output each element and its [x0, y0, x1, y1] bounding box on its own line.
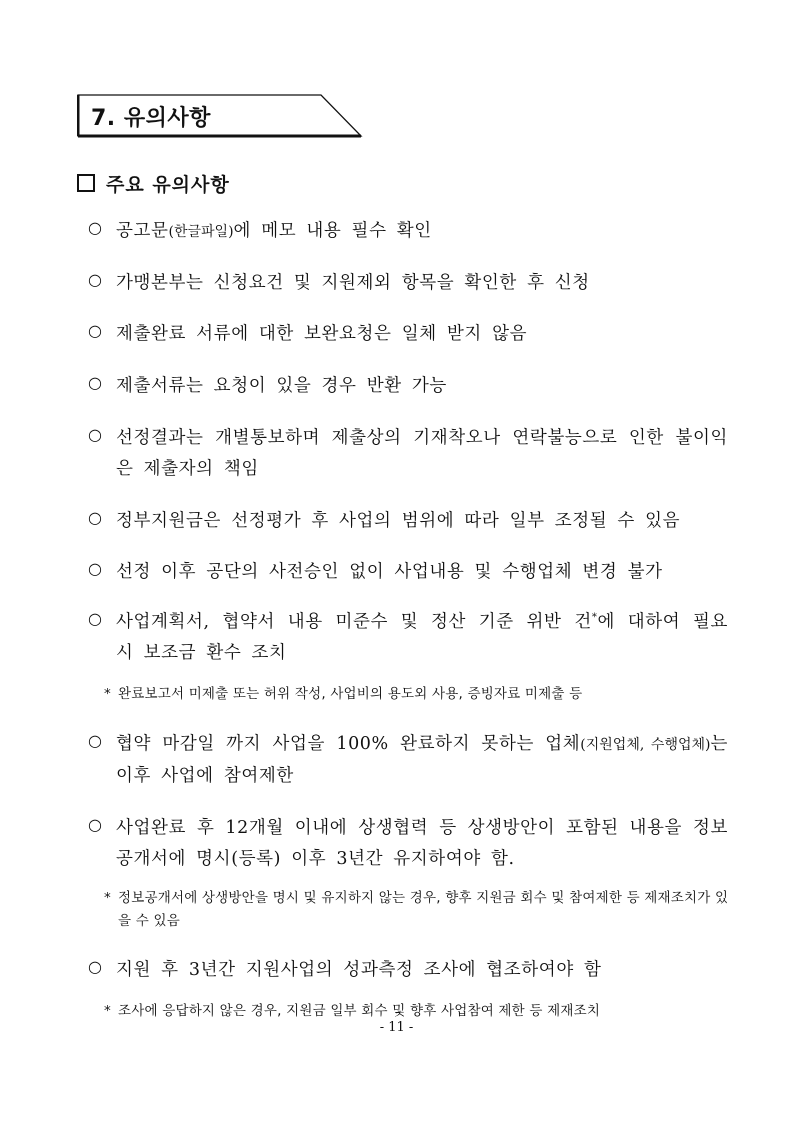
asterisk-icon: * [104, 890, 111, 906]
item-text: 제출완료 서류에 대한 보완요청은 일체 받지 않음 [116, 324, 528, 344]
list-item [88, 319, 728, 350]
item-text: 사업완료 후 12개월 이내에 상생협력 등 상생방안이 포함된 내용을 정보공개서에 명시(등록) 이후 3년간 유지하여야 함. [116, 818, 728, 869]
footnote-text: 정보공개서에 상생방안을 명시 및 유지하지 않는 경우, 향후 지원금 회수 및 참여제한 등 제재조치가 있을 수 있음 [118, 890, 729, 929]
footnote-text: 완료보고서 미제출 또는 허위 작성, 사업비의 용도외 사용, 증빙자료 미제출 등 [118, 686, 583, 702]
item-text: 제출서류는 요청이 있을 경우 반환 가능 [116, 376, 447, 396]
asterisk-icon: * [104, 686, 111, 702]
bullet-icon: ○ [88, 218, 102, 237]
page-number: - 11 - [379, 1020, 414, 1035]
list-item [88, 557, 728, 588]
bullet-icon: ○ [88, 508, 102, 527]
bullet-icon: ○ [88, 957, 102, 976]
item-text: 공고문(한글파일)에 메모 내용 필수 확인 [116, 221, 432, 241]
list-item [88, 268, 728, 299]
bullet-icon: ○ [88, 731, 102, 750]
bullet-icon: ○ [88, 321, 102, 340]
list-item [88, 813, 728, 875]
asterisk-icon: * [104, 1003, 111, 1019]
bullet-icon: ○ [88, 815, 102, 834]
item-text: 선정 이후 공단의 사전승인 없이 사업내용 및 수행업체 변경 불가 [116, 562, 663, 582]
item-text: 정부지원금은 선정평가 후 사업의 범위에 따라 일부 조정될 수 있음 [116, 511, 681, 531]
list-item [88, 729, 728, 792]
item-text: 선정결과는 개별통보하며 제출상의 기재착오나 연락불능으로 인한 불이익은 제출자의 책임 [116, 428, 728, 479]
list-item [88, 216, 728, 248]
bullet-icon: ○ [88, 559, 102, 578]
subsection-heading [77, 170, 230, 196]
bullet-icon: ○ [88, 425, 102, 444]
list-item [88, 607, 728, 669]
item-text: 가맹본부는 신청요건 및 지원제외 항목을 확인한 후 신청 [116, 273, 590, 293]
footnote [104, 683, 730, 706]
item-text: 지원 후 3년간 지원사업의 성과측정 조사에 협조하여야 함 [116, 960, 602, 980]
footnote-marker: * [591, 612, 598, 624]
list-item [88, 955, 728, 986]
subsection-title: 주요 유의사항 [106, 173, 230, 196]
section-header [77, 94, 363, 138]
section-title: 7. 유의사항 [91, 106, 211, 131]
bullet-icon: ○ [88, 270, 102, 289]
square-box-icon [77, 174, 95, 192]
item-text: 협약 마감일 까지 사업을 100% 완료하지 못하는 업체(지원업체, 수행업체)는 이후 사업에 참여제한 [116, 734, 728, 786]
list-item [88, 371, 728, 402]
bullet-icon: ○ [88, 373, 102, 392]
list-item [88, 423, 728, 485]
footnote-text: 조사에 응답하지 않은 경우, 지원금 일부 회수 및 향후 사업참여 제한 등 제재조치 [118, 1003, 601, 1019]
bullet-icon: ○ [88, 609, 102, 628]
footnote [104, 887, 730, 933]
item-text: 사업계획서, 협약서 내용 미준수 및 정산 기준 위반 건*에 대하여 필요 시 보조금 환수 조치 [116, 612, 728, 663]
list-item [88, 506, 728, 537]
